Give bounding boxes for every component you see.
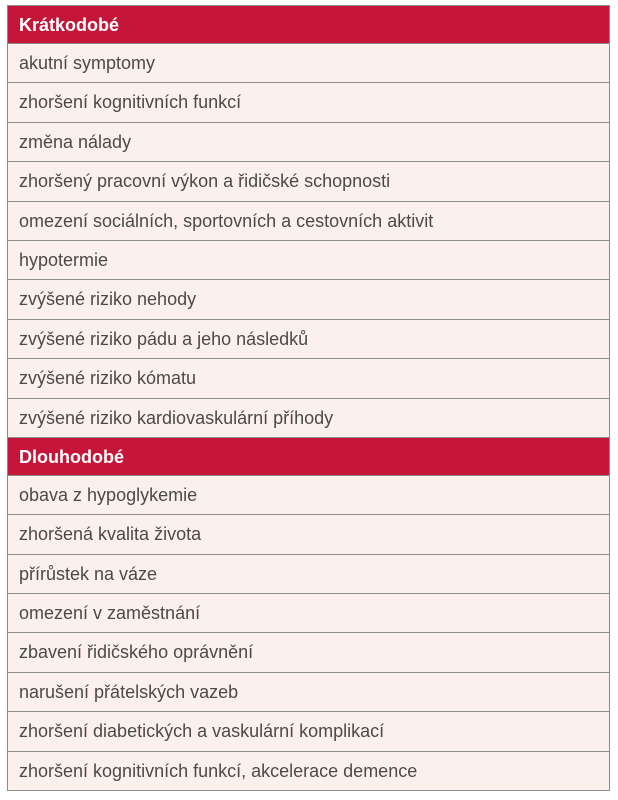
consequences-table bbox=[7, 5, 610, 791]
table-row: zhoršení diabetických a vaskulární komplikací bbox=[8, 711, 609, 750]
table-row: zvýšené riziko kómatu bbox=[8, 358, 609, 397]
table-row: zvýšené riziko kardiovaskulární příhody bbox=[8, 398, 609, 437]
table-row: zvýšené riziko nehody bbox=[8, 279, 609, 318]
table-row: přírůstek na váze bbox=[8, 554, 609, 593]
table-row: zbavení řidičského oprávnění bbox=[8, 632, 609, 671]
table-row: zhoršení kognitivních funkcí bbox=[8, 82, 609, 121]
table-row: zhoršení kognitivních funkcí, akcelerace demence bbox=[8, 751, 609, 790]
table-row: hypotermie bbox=[8, 240, 609, 279]
table-row: obava z hypoglykemie bbox=[8, 475, 609, 514]
table-row: omezení v zaměstnání bbox=[8, 593, 609, 632]
table-row: omezení sociálních, sportovních a cestovních aktivit bbox=[8, 201, 609, 240]
table-row: zhoršený pracovní výkon a řidičské schopnosti bbox=[8, 161, 609, 200]
table-row: narušení přátelských vazeb bbox=[8, 672, 609, 711]
table-row: zhoršená kvalita života bbox=[8, 514, 609, 553]
section-header-long-term: Dlouhodobé bbox=[8, 437, 609, 475]
section-header-short-term: Krátkodobé bbox=[8, 5, 609, 43]
table-row: změna nálady bbox=[8, 122, 609, 161]
table-row: zvýšené riziko pádu a jeho následků bbox=[8, 319, 609, 358]
table-row: akutní symptomy bbox=[8, 43, 609, 82]
